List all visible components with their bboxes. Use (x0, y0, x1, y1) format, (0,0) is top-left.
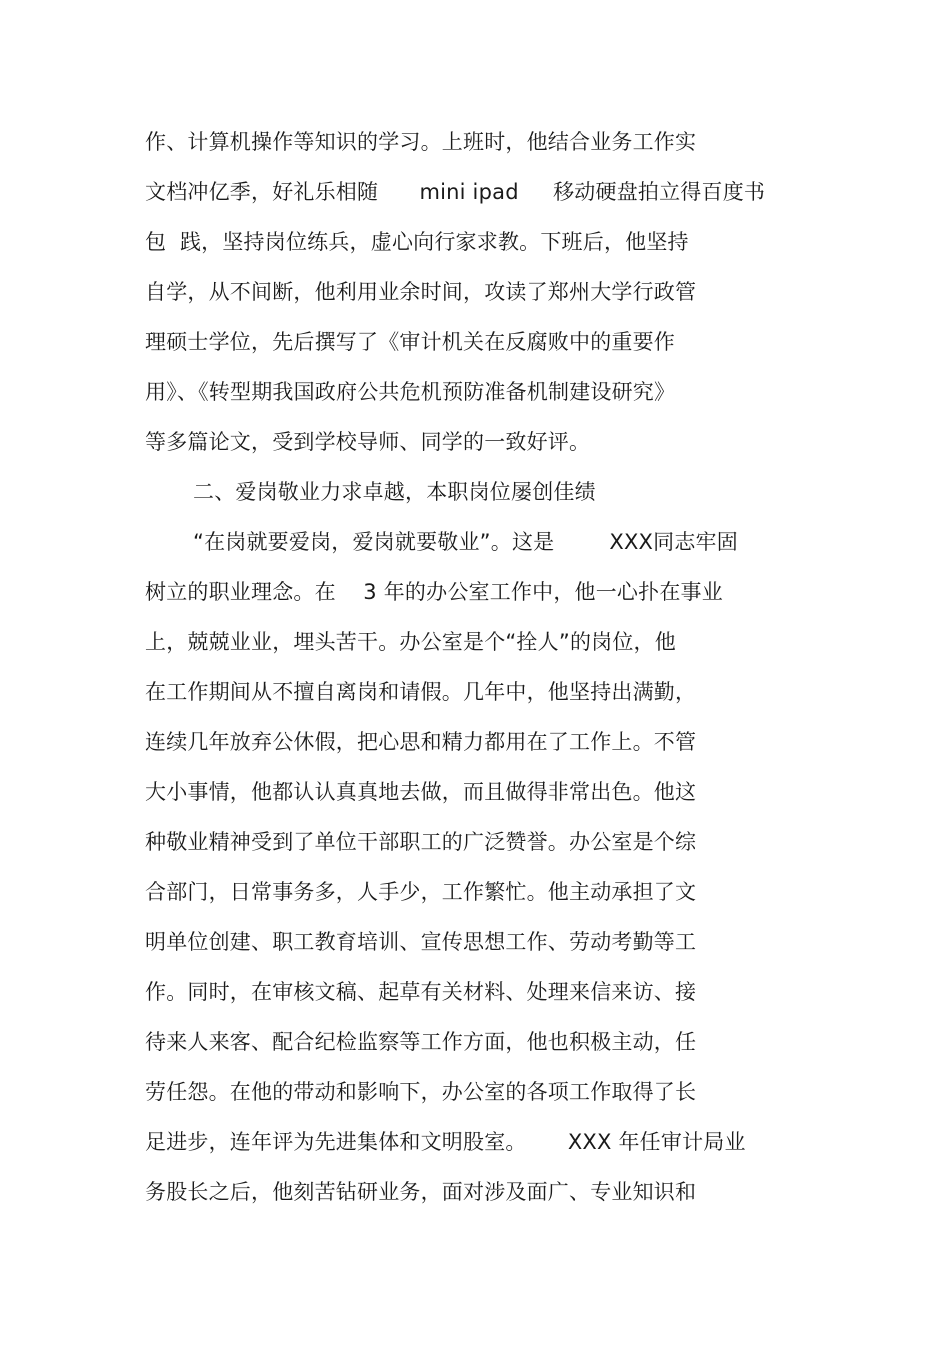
text-line: 理硕士学位，先后撰写了《审计机关在反腐败中的重要作 (145, 330, 675, 354)
text-line: 上，兢兢业业，埋头苦干。办公室是个“拴人”的岗位，他 (145, 630, 676, 654)
text-line: 等多篇论文，受到学校导师、同学的一致好评。 (145, 430, 591, 454)
text-line: 待来人来客、配合纪检监察等工作方面，他也积极主动，任 (145, 1030, 697, 1054)
text-line: 树立的职业理念。在 3 年的办公室工作中，他一心扑在事业 (145, 580, 723, 604)
text-line: 务股长之后，他刻苦钻研业务，面对涉及面广、专业知识和 (145, 1180, 697, 1204)
text-line: 连续几年放弃公休假，把心思和精力都用在了工作上。不管 (145, 730, 697, 754)
text-line: 大小事情，他都认认真真地去做，而且做得非常出色。他这 (145, 780, 697, 804)
section-heading: 二、爱岗敬业力求卓越，本职岗位屡创佳绩 (193, 480, 596, 504)
text-line: 作、计算机操作等知识的学习。上班时，他结合业务工作实 (145, 130, 697, 154)
text-line: 足进步，连年评为先进集体和文明股室。 XXX 年任审计局业 (145, 1130, 746, 1154)
text-line: 文档冲亿季，好礼乐相随 mini ipad 移动硬盘拍立得百度书 (145, 180, 766, 204)
text-line: 作。同时，在审核文稿、起草有关材料、处理来信来访、接 (145, 980, 697, 1004)
text-line: 种敬业精神受到了单位干部职工的广泛赞誉。办公室是个综 (145, 830, 697, 854)
text-line: 包 践，坚持岗位练兵，虚心向行家求教。下班后，他坚持 (145, 230, 689, 254)
text-line: “在岗就要爱岗，爱岗就要敬业”。这是 XXX同志牢固 (193, 530, 738, 554)
text-line: 合部门，日常事务多，人手少，工作繁忙。他主动承担了文 (145, 880, 697, 904)
text-line: 用》、《转型期我国政府公共危机预防准备机制建设研究》 (145, 380, 676, 404)
text-line: 自学，从不间断，他利用业余时间，攻读了郑州大学行政管 (145, 280, 697, 304)
text-line: 劳任怨。在他的带动和影响下，办公室的各项工作取得了长 (145, 1080, 697, 1104)
text-line: 在工作期间从不擅自离岗和请假。几年中，他坚持出满勤， (145, 680, 697, 704)
text-line: 明单位创建、职工教育培训、宣传思想工作、劳动考勤等工 (145, 930, 697, 954)
